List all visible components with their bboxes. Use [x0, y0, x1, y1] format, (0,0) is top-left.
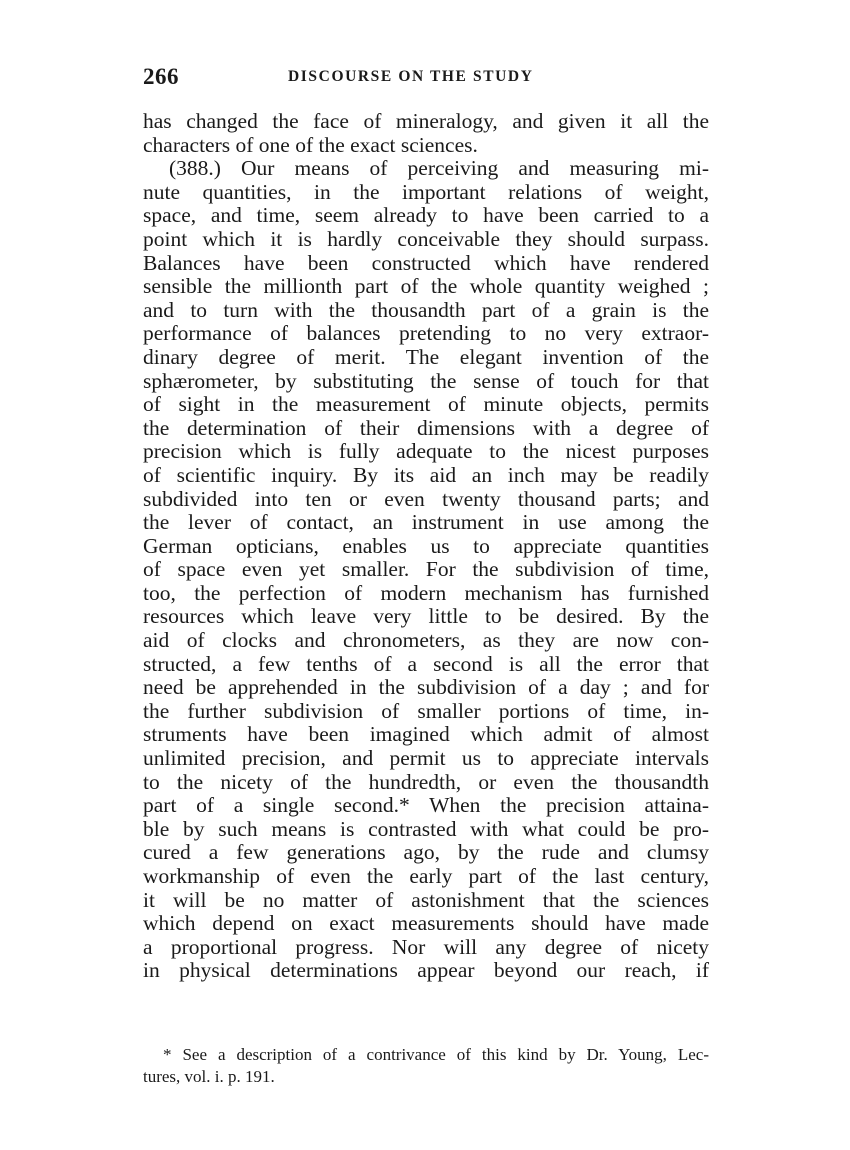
text-line: of scientific inquiry. By its aid an inch may be readily: [143, 462, 709, 487]
text-line: aid of clocks and chronometers, as they are now con-: [143, 628, 709, 653]
text-line: and to turn with the thousandth part of a grain is the: [143, 297, 709, 322]
text-line: dinary degree of merit. The elegant invention of the: [143, 344, 709, 369]
text-line: of sight in the measurement of minute objects, permits: [143, 392, 709, 417]
text-line: nute quantities, in the important relations of weight,: [143, 179, 709, 204]
text-line: Balances have been constructed which have rendered: [143, 250, 709, 275]
text-line: characters of one of the exact sciences.: [143, 132, 478, 157]
text-line: a proportional progress. Nor will any degree of nicety: [143, 934, 709, 959]
text-line: resources which leave very little to be desired. By the: [143, 604, 709, 629]
text-line: which depend on exact measurements should have made: [143, 911, 709, 936]
text-line: German opticians, enables us to appreciate quantities: [143, 533, 709, 558]
text-line: too, the perfection of modern mechanism has furnished: [143, 580, 709, 605]
text-line: structed, a few tenths of a second is all the error that: [143, 651, 709, 676]
text-line: performance of balances pretending to no very extraor-: [143, 321, 709, 346]
text-line: precision which is fully adequate to the nicest purposes: [143, 439, 709, 464]
text-line: workmanship of even the early part of the last century,: [143, 864, 709, 888]
running-head: [143, 64, 711, 90]
text-line: to the nicety of the hundredth, or even the thousandth: [143, 769, 709, 794]
footnote: [143, 1044, 709, 1088]
text-line: need be apprehended in the subdivision of a day ; and for: [143, 675, 709, 700]
text-line: ble by such means is contrasted with what could be pro-: [143, 816, 709, 841]
text-line: space, and time, seem already to have been carried to a: [143, 203, 709, 228]
footnote-line: tures, vol. i. p. 191.: [143, 1067, 275, 1086]
text-line: it will be no matter of astonishment that the sciences: [143, 887, 709, 912]
text-line: the determination of their dimensions with a degree of: [143, 415, 709, 440]
text-line: cured a few generations ago, by the rude and clumsy: [143, 840, 709, 865]
footnote-line: * See a description of a contrivance of this kind by Dr. Young, Lec-: [163, 1045, 709, 1064]
text-line: unlimited precision, and permit us to appreciate intervals: [143, 746, 709, 771]
text-line: struments have been imagined which admit of almost: [143, 722, 709, 747]
text-line: part of a single second.* When the precision attaina-: [143, 793, 709, 818]
text-line: sphærometer, by substituting the sense of touch for that: [143, 368, 709, 393]
text-line: of space even yet smaller. For the subdivision of time,: [143, 557, 709, 582]
text-line: the further subdivision of smaller portions of time, in-: [143, 698, 709, 723]
text-line: (388.) Our means of perceiving and measuring mi-: [169, 156, 709, 181]
text-line: the lever of contact, an instrument in use among the: [143, 510, 709, 535]
text-line: has changed the face of mineralogy, and given it all the: [143, 109, 709, 133]
body-text: [143, 110, 709, 983]
page-number: 266: [143, 64, 179, 89]
text-line: subdivided into ten or even twenty thousand parts; and: [143, 486, 709, 511]
text-line: sensible the millionth part of the whole quantity weighed ;: [143, 274, 709, 299]
running-title: DISCOURSE ON THE STUDY: [288, 68, 534, 85]
text-line: in physical determinations appear beyond our reach, if: [143, 958, 709, 983]
text-line: point which it is hardly conceivable they should surpass.: [143, 226, 709, 251]
